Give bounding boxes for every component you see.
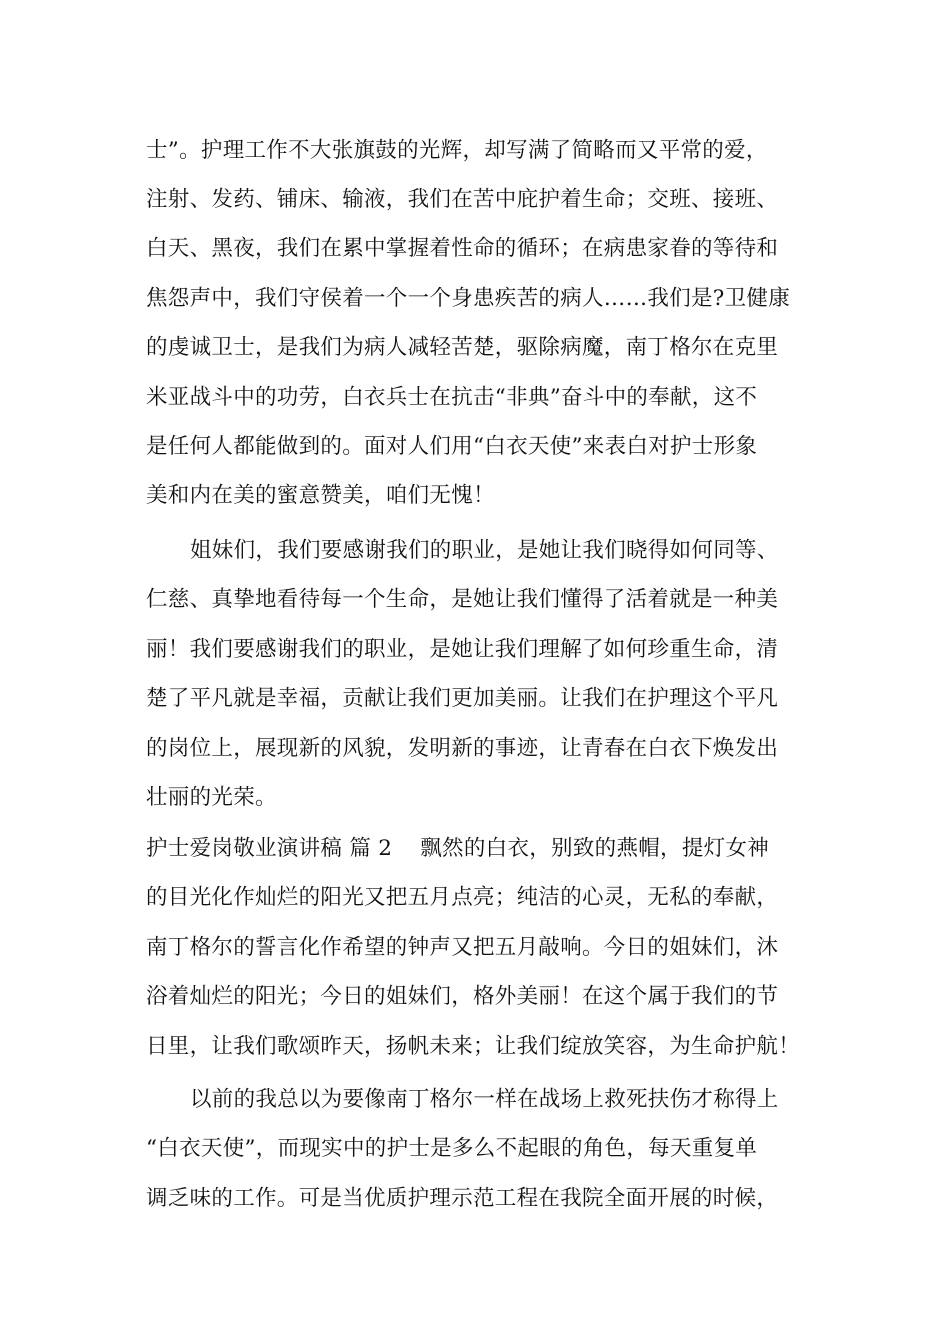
section-heading-line [146,834,826,864]
text-line: 焦怨声中，我们守侯着一个一个身患疾苦的病人……我们是?卫健康 [146,286,791,311]
text-line: 丽！我们要感谢我们的职业，是她让我们理解了如何珍重生命，清 [146,637,779,662]
text-line: 是任何人都能做到的。面对人们用“白衣天使”来表白对护士形象 [146,434,758,459]
text-line: 的虔诚卫士，是我们为病人减轻苦楚，驱除病魔，南丁格尔在克里 [146,335,779,360]
text-line: 注射、发药、铺床、输液，我们在苦中庇护着生命；交班、接班、 [146,187,779,212]
text-line: 米亚战斗中的功劳，白衣兵士在抗击“非典”奋斗中的奉献，这不 [146,385,758,410]
text-line: 士”。护理工作不大张旗鼓的光辉，却写满了简略而又平常的爱， [146,138,768,163]
text-line: 南丁格尔的誓言化作希望的钟声又把五月敲响。今日的姐妹们，沐 [146,935,779,960]
text-line: 白天、黑夜，我们在累中掌握着性命的循环；在病患家眷的等待和 [146,236,779,261]
text-line: “白衣天使”，而现实中的护士是多么不起眼的角色，每天重复单 [146,1136,758,1161]
text-line: 楚了平凡就是幸福，贡献让我们更加美丽。让我们在护理这个平凡 [146,686,779,711]
text-line: 以前的我总以为要像南丁格尔一样在战场上救死扶伤才称得上 [190,1087,779,1112]
text-line: 美和内在美的蜜意赞美，咱们无愧！ [146,483,495,508]
text-line: 壮丽的光荣。 [146,785,277,810]
section-heading: 护士爱岗敬业演讲稿 篇 2 [146,836,393,861]
text-line: 调乏味的工作。可是当优质护理示范工程在我院全面开展的时候， [146,1186,779,1211]
text-line: 日里，让我们歌颂昨天，扬帆未来；让我们绽放笑容，为生命护航！ [146,1034,801,1059]
text-line: 的岗位上，展现新的风貌，发明新的事迹，让青春在白衣下焕发出 [146,736,779,761]
text-line: 的目光化作灿烂的阳光又把五月点亮；纯洁的心灵，无私的奉献， [146,885,779,910]
text-line-start: 飘然的白衣，别致的燕帽，提灯女神 [420,836,770,861]
text-line: 浴着灿烂的阳光；今日的姐妹们，格外美丽！在这个属于我们的节 [146,984,779,1009]
text-line: 姐妹们，我们要感谢我们的职业，是她让我们晓得如何同等、 [190,538,779,563]
text-line: 仁慈、真挚地看待每一个生命，是她让我们懂得了活着就是一种美 [146,587,779,612]
